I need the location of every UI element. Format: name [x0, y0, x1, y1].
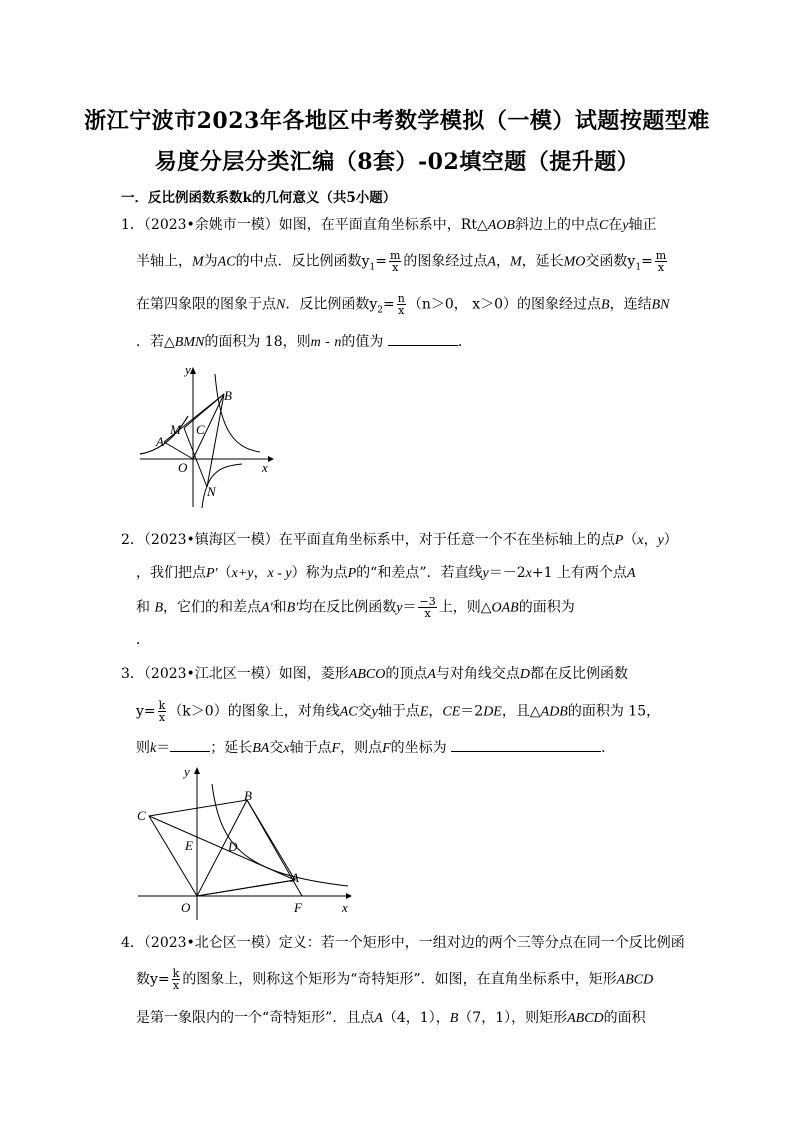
label-N: N	[207, 484, 216, 499]
q2-line-4: ．	[136, 632, 150, 648]
q1-line-1: 1．（2023•余姚市一模）如图，在平面直角坐标系中，Rt△AOB斜边上的中点C在y轴正	[121, 217, 657, 233]
q2-line-2: ，我们把点P′（x+y，x - y）称为点P的“和差点”．若直线y＝－2x+1 上有两个点A	[136, 565, 636, 581]
title-line-1: 浙江宁波市2023年各地区中考数学模拟（一模）试题按题型难	[84, 108, 710, 134]
q1-line-3: 在第四象限的图象于点N．反比例函数$y_2=$ $\frac{n}{x}$ （n＞0， x＞0）的图象经过点B，连结BN	[136, 292, 670, 317]
fraction-n-over-x: $\frac{n}{x}$	[397, 292, 405, 317]
label-B: B	[244, 788, 252, 803]
fraction-k-over-x-q4: $\frac{k}{x}$	[172, 967, 180, 992]
label-x: x	[262, 460, 268, 475]
q1-answer-blank[interactable]	[388, 331, 458, 346]
segment-AO	[164, 442, 193, 459]
label-O: O	[181, 900, 191, 915]
q4-line-2: 数y= $\frac{k}{x}$ 的图象上，则称这个矩形为“奇特矩形”．如图，在直角坐标系中，矩形ABCD	[136, 967, 654, 992]
q3-line-1: 3．（2023•江北区一模）如图，菱形ABCO的顶点A与对角线交点D都在反比例函数	[121, 666, 629, 682]
q3-line-2: y= $\frac{k}{x}$ （k＞0）的图象上，对角线AC交y轴于点E，CE＝2DE，且△ADB的面积为 15，	[136, 699, 661, 724]
label-A: A	[291, 870, 299, 885]
diagonal-OB	[197, 800, 247, 896]
label-E: E	[185, 838, 193, 853]
label-C: C	[137, 808, 146, 823]
fraction-m-over-x: $\frac{m}{x}$	[389, 249, 401, 274]
curve-y2	[215, 374, 260, 452]
label-M: M	[170, 422, 181, 437]
y-axis-arrow	[194, 767, 200, 774]
q2-line-1: 2．（2023•镇海区一模）在平面直角坐标系中，对于任意一个不在坐标轴上的点P（x，y）	[121, 532, 678, 548]
label-x: x	[342, 900, 348, 915]
q1-line-2: 半轴上，M为AC的中点．反比例函数$y_1=$ $\frac{m}{x}$ 的图象经过点A，M，延长MO交函数$y_1=$ $\frac{m}{x}$	[136, 249, 667, 274]
q3-f-answer-blank[interactable]	[451, 737, 601, 752]
fraction-m-over-x-2: $\frac{m}{x}$	[655, 249, 667, 274]
label-y: y	[184, 764, 190, 779]
label-A: A	[156, 434, 164, 449]
y-axis-arrow	[190, 367, 196, 374]
label-D: D	[228, 839, 238, 854]
label-B: B	[224, 388, 232, 403]
q3-figure	[134, 762, 364, 922]
fraction-neg3-over-x: $\frac{-3}{x}$	[419, 595, 436, 620]
label-O: O	[178, 460, 188, 475]
q4-line-3: 是第一象限内的一个“奇特矩形”．且点A（4，1），B（7，1），则矩形ABCD的面积	[136, 1010, 646, 1026]
label-F: F	[294, 900, 302, 915]
q1-line-4: ．若△BMN的面积为 18，则m - n的值为 ．	[136, 331, 472, 353]
q4-line-1: 4．（2023•北仑区一模）定义：若一个矩形中，一组对边的两个三等分点在同一个反比例函	[121, 935, 685, 951]
x-axis-arrow	[268, 456, 274, 462]
q2-line-3: 和 B，它们的和差点A′和B′均在反比例函数y＝ $\frac{-3}{x}$ 上，则△OAB的面积为	[136, 595, 575, 620]
segment-OA	[197, 880, 295, 896]
title-line-2: 易度分层分类汇编（8套）-02填空题（提升题）	[154, 149, 640, 175]
label-y: y	[185, 362, 191, 377]
fraction-k-over-x: $\frac{k}{x}$	[158, 699, 166, 724]
section-heading: 一．反比例函数系数k的几何意义（共5小题）	[121, 190, 397, 206]
label-C: C	[196, 422, 205, 437]
x-axis-arrow	[346, 893, 352, 899]
curve-k-over-x	[212, 784, 348, 886]
q3-k-answer-blank[interactable]	[170, 737, 210, 752]
q3-line-3: 则k＝ ；延长BA交x轴于点F，则点F的坐标为 ．	[136, 737, 615, 759]
q1-figure	[136, 362, 276, 512]
